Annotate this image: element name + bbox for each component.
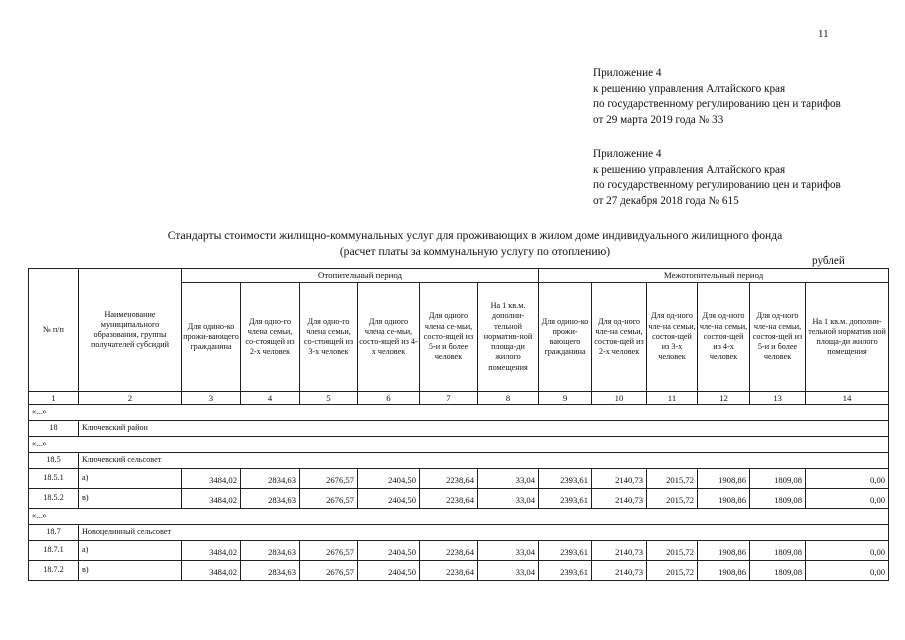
col-number: 13 [750,392,806,405]
value-cell: 0,00 [806,469,889,489]
annex-line: от 27 декабря 2018 года № 615 [593,194,739,207]
settlement-name: Новоцелинный сельсовет [79,525,889,541]
col-header: На 1 кв.м. дополни-тельной норматив-ной площа-ди жилого помещения [478,283,539,392]
row-num: 18.5 [29,453,79,469]
table-row [29,541,889,561]
ellipsis-cell: «...» [29,405,889,421]
value-cell: 1809,08 [750,561,806,581]
page-number: 11 [818,28,829,40]
value-cell: 3484,02 [182,469,241,489]
value-cell: 33,04 [478,561,539,581]
col-number: 2 [79,392,182,405]
annex-line: Приложение 4 [593,67,662,79]
value-cell: 2676,57 [300,469,358,489]
value-cell: 2015,72 [647,469,698,489]
value-cell: 1809,08 [750,489,806,509]
title-line: (расчет платы за коммунальную услугу по отоплению) [339,244,611,258]
currency-unit: рублей [812,255,845,267]
col-number: 9 [539,392,592,405]
value-cell: 2404,50 [358,541,420,561]
annex-header-original [593,147,841,209]
row-group: в) [79,489,182,509]
ellipsis-row [29,405,889,421]
value-cell: 0,00 [806,489,889,509]
value-cell: 33,04 [478,541,539,561]
value-cell: 2238,64 [420,469,478,489]
col-header: Для одно-го члена семьи, со-стоящей из 2-х человек [241,283,300,392]
col-header: Для одного члена се-мьи, состо-ящей из 4-х человек [358,283,420,392]
header-off-period: Межотопительный период [539,269,889,283]
value-cell: 2015,72 [647,541,698,561]
value-cell: 2238,64 [420,541,478,561]
col-header: Для од-ного чле-на семьи, состоя-щей из 4-х человек [698,283,750,392]
col-number: 8 [478,392,539,405]
col-header: Для одно-го члена семьи, со-стоящей из 3-х человек [300,283,358,392]
value-cell: 33,04 [478,469,539,489]
value-cell: 3484,02 [182,489,241,509]
row-group: а) [79,541,182,561]
annex-line: к решению управления Алтайского края [593,163,786,176]
col-number: 4 [241,392,300,405]
value-cell: 2834,63 [241,489,300,509]
value-cell: 2238,64 [420,489,478,509]
value-cell: 33,04 [478,489,539,509]
document-title [140,228,810,260]
row-num: 18.7.1 [29,541,79,561]
title-line: Стандарты стоимости жилищно-коммунальных услуг для проживающих в жилом доме индивидуального жилищного фонда [167,229,783,242]
row-num: 18.5.2 [29,489,79,509]
col-number: 10 [592,392,647,405]
value-cell: 2834,63 [241,541,300,561]
value-cell: 1908,86 [698,561,750,581]
annex-header-current [593,66,841,128]
tariff-table [28,268,889,581]
header-num: № п/п [29,269,79,392]
col-number: 5 [300,392,358,405]
col-number: 12 [698,392,750,405]
value-cell: 2140,73 [592,469,647,489]
row-group: в) [79,561,182,581]
annex-line: от 29 марта 2019 года № 33 [593,113,724,126]
settlement-name: Ключевский сельсовет [79,453,889,469]
col-number: 3 [182,392,241,405]
col-number: 11 [647,392,698,405]
value-cell: 2393,61 [539,469,592,489]
col-number: 7 [420,392,478,405]
settlement-row [29,525,889,541]
value-cell: 1908,86 [698,489,750,509]
district-name: Ключевский район [79,421,889,437]
value-cell: 2393,61 [539,541,592,561]
value-cell: 1908,86 [698,541,750,561]
value-cell: 3484,02 [182,541,241,561]
district-row [29,421,889,437]
value-cell: 2015,72 [647,489,698,509]
value-cell: 2140,73 [592,489,647,509]
row-num: 18.7.2 [29,561,79,581]
header-name: Наименование муниципального образования, группы получателей субсидий [79,269,182,392]
annex-line: по государственному регулированию цен и тарифов [593,179,841,192]
value-cell: 2676,57 [300,561,358,581]
value-cell: 1809,08 [750,469,806,489]
col-number: 1 [29,392,79,405]
ellipsis-cell: «...» [29,509,889,525]
header-heating-period: Отопительный период [182,269,539,283]
row-group: а) [79,469,182,489]
row-num: 18.7 [29,525,79,541]
value-cell: 2393,61 [539,489,592,509]
annex-line: по государственному регулированию цен и тарифов [593,98,841,111]
ellipsis-cell: «...» [29,437,889,453]
value-cell: 0,00 [806,541,889,561]
col-header: Для од-ного чле-на семьи, состоя-щей из 3-х человек [647,283,698,392]
col-number: 14 [806,392,889,405]
value-cell: 2140,73 [592,561,647,581]
col-number: 6 [358,392,420,405]
value-cell: 2676,57 [300,541,358,561]
value-cell: 2238,64 [420,561,478,581]
value-cell: 2393,61 [539,561,592,581]
annex-line: к решению управления Алтайского края [593,82,786,95]
annex-line: Приложение 4 [593,148,662,160]
table-row [29,469,889,489]
col-header: На 1 кв.м. дополни-тельной норматив ной площа-ди жилого помещения [806,283,889,392]
row-num: 18.5.1 [29,469,79,489]
table-row [29,489,889,509]
col-header: Для одного члена се-мьи, состо-ящей из 5-и и более человек [420,283,478,392]
col-header: Для одино-ко прожи-вающего гражданина [539,283,592,392]
value-cell: 2834,63 [241,469,300,489]
table-row [29,561,889,581]
value-cell: 2404,50 [358,489,420,509]
row-num: 18 [29,421,79,437]
value-cell: 2140,73 [592,541,647,561]
value-cell: 3484,02 [182,561,241,581]
value-cell: 0,00 [806,561,889,581]
col-header: Для од-ного чле-на семьи, состоя-щей из 2-х человек [592,283,647,392]
value-cell: 2404,50 [358,561,420,581]
value-cell: 2015,72 [647,561,698,581]
value-cell: 1908,86 [698,469,750,489]
ellipsis-row [29,437,889,453]
ellipsis-row [29,509,889,525]
col-header: Для одино-ко прожи-вающего гражданина [182,283,241,392]
value-cell: 1809,08 [750,541,806,561]
value-cell: 2834,63 [241,561,300,581]
settlement-row [29,453,889,469]
col-header: Для од-ного чле-на семьи, состоя-щей из 5-и и более человек [750,283,806,392]
value-cell: 2676,57 [300,489,358,509]
value-cell: 2404,50 [358,469,420,489]
